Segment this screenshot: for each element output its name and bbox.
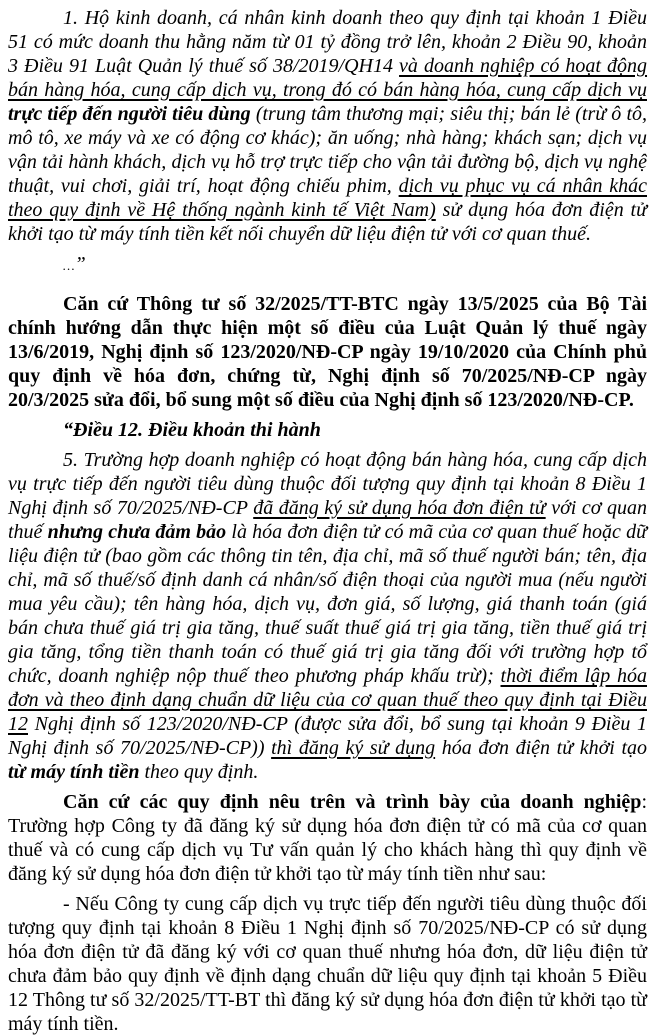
text-run: trực tiếp đến người tiêu dùng [8, 103, 251, 125]
text-run: đã đăng ký sử dụng hóa đơn điện tử [253, 497, 546, 519]
text-run: sử dụng hóa đơn điện tử khởi tạo từ máy tính tiền kết nối chuyển dữ liệu điện tử với cơ quan thuế. [8, 199, 648, 245]
text-run: và doanh nghiệp có hoạt động bán hàng hóa, cung cấp dịch vụ, trong đó có bán hàng hóa, cung cấp dịch vụ [8, 55, 648, 101]
text-run: … [63, 258, 75, 273]
text-run: dịch vụ phục vụ cá nhân khác theo quy định về Hệ thống ngành kinh tế Việt Nam) [8, 175, 647, 221]
text-run: : Trường hợp Công ty đã đăng ký sử dụng hóa đơn điện tử có mã của cơ quan thuế và có cung cấp dịch vụ Tư vấn quản lý cho khách hàng thì quy định về đăng ký sử dụng hóa đơn điện tử khởi tạo từ máy tính tiền như sau: [8, 791, 647, 885]
paragraph-quote-close [8, 252, 647, 278]
text-run: là hóa đơn điện tử có mã của cơ quan thuế hoặc dữ liệu điện tử (bao gồm các thông tin tên, địa chỉ, mã số thuế người bán; tên, địa chỉ, mã số thuế/số định danh cá nhân/số điện thoại của người mua (nếu người mua yêu cầu); tên hàng hóa, dịch vụ, đơn giá, số lượng, giá thanh toán (giá bán chưa thuế giá trị gia tăng, thuế suất thuế giá trị gia tăng, tiền thuế giá trị gia tăng, tổng tiền thanh toán có thuế giá trị gia tăng đối với trường hợp tổ chức, doanh nghiệp nộp thuế theo phương pháp khấu trừ); [8, 521, 648, 687]
text-run: Căn cứ Thông tư số 32/2025/TT-BTC ngày 13/5/2025 của Bộ Tài chính hướng dẫn thực hiện một số điều của Luật Quản lý thuế ngày 13/6/2019, Nghị định số 123/2020/NĐ-CP ngày 19/10/2020 của Chính phủ quy định về hóa đơn, chứng từ, Nghị định số 70/2025/NĐ-CP ngày 20/3/2025 sửa đổi, bổ sung một số điều của Nghị định số 123/2020/NĐ-CP. [8, 293, 647, 411]
text-run: Căn cứ các quy định nêu trên và trình bày của doanh nghiệp [63, 791, 642, 813]
text-run: Nghị định số 123/2020/NĐ-CP (được sửa đổi, bổ sung tại khoản 9 Điều 1 Nghị định số 70/2025/NĐ-CP)) [8, 713, 647, 759]
text-run: (trung tâm thương mại; siêu thị; bán lẻ (trừ ô tô, mô tô, xe máy và xe có động cơ khác); ăn uống; nhà hàng; khách sạn; dịch vụ vận tải hành khách, dịch vụ hỗ trợ trực tiếp cho vận tải đường bộ, dịch vụ nghệ thuật, vui chơi, giải trí, hoạt động chiếu phim, [8, 103, 647, 197]
paragraph-can-cu-ket-luan [8, 790, 647, 886]
paragraph-neu-cong-ty [8, 892, 647, 1036]
text-run: - Nếu Công ty cung cấp dịch vụ trực tiếp đến người tiêu dùng thuộc đối tượng quy định tại khoản 8 Điều 1 Nghị định số 70/2025/NĐ-CP có sử dụng hóa đơn điện tử đã đăng ký với cơ quan thuế nhưng hóa đơn, dữ liệu điện tử chưa đảm bảo quy định về định dạng chuẩn dữ liệu quy định tại khoản 5 Điều 12 Thông tư số 32/2025/TT-BT thì đăng ký sử dụng hóa đơn điện tử khởi tạo từ máy tính tiền. [8, 893, 647, 1035]
text-run: nhưng chưa đảm bảo [47, 521, 227, 543]
text-run: 5. Trường hợp doanh nghiệp có hoạt động bán hàng hóa, cung cấp dịch vụ trực tiếp đến người tiêu dùng thuộc đối tượng quy định tại khoản 8 Điều 1 Nghị định số 70/2025/NĐ-CP [8, 449, 647, 519]
text-run: “Điều 12. Điều khoản thi hành [63, 419, 321, 441]
paragraph-dieu-12-heading [8, 418, 647, 442]
text-run: 1. Hộ kinh doanh, cá nhân kinh doanh theo quy định tại khoản 1 Điều 51 có mức doanh thu hằng năm từ 01 tỷ đồng trở lên, khoản 2 Điều 90, khoản 3 Điều 91 Luật Quản lý thuế số 38/2019/QH14 [8, 7, 647, 77]
text-run: từ máy tính tiền [8, 761, 140, 783]
text-run: thì đăng ký sử dụng [271, 737, 436, 759]
text-run: ” [74, 253, 86, 275]
paragraph-can-cu-thong-tu [8, 292, 647, 412]
paragraph-clause-5 [8, 448, 647, 784]
text-run: với cơ quan thuế [8, 497, 647, 543]
text-run: hóa đơn điện tử khởi tạo [435, 737, 647, 759]
paragraph-clause-1 [8, 6, 647, 246]
text-run: theo quy định. [139, 761, 259, 783]
text-run: thời điểm lập hóa đơn và theo định dạng chuẩn dữ liệu của cơ quan thuế theo quy định tại Điều 12 [8, 665, 647, 735]
